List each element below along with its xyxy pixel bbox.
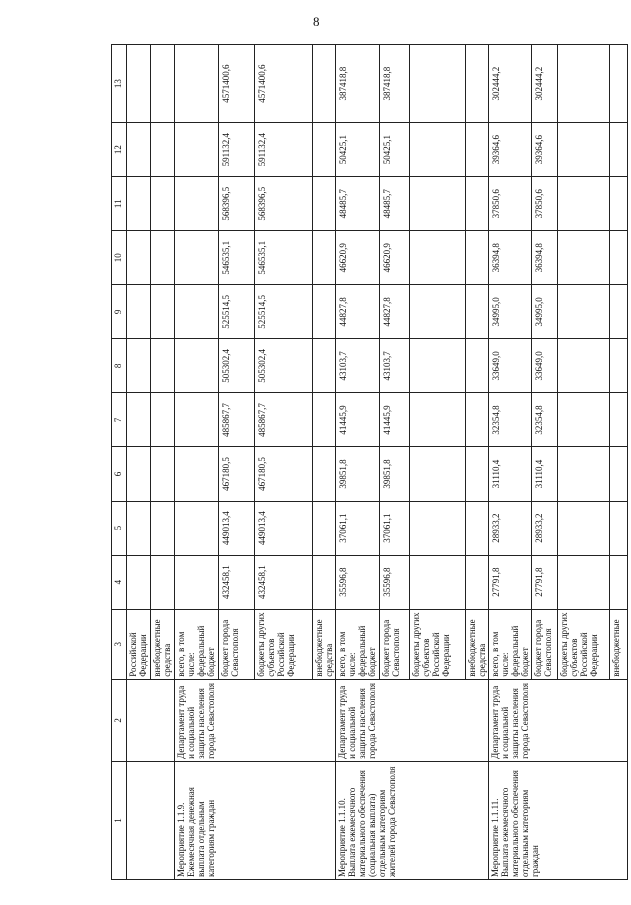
source-cell: Российской Федерации [127, 609, 151, 679]
value-cell [313, 501, 336, 555]
value-cell: 432458,1 [219, 555, 255, 609]
value-cell [175, 393, 219, 447]
value-cell [410, 555, 466, 609]
value-cell: 32354,8 [532, 393, 558, 447]
value-cell: 33649,0 [489, 339, 532, 393]
source-cell: бюджеты других субъектов Российской Федерации [558, 609, 610, 679]
value-cell [175, 501, 219, 555]
value-cell: 302444,2 [489, 45, 532, 123]
value-cell: 35596,8 [380, 555, 410, 609]
value-cell [466, 339, 489, 393]
value-cell: 48485,7 [336, 177, 380, 231]
table-row [175, 45, 219, 880]
measure-name-cell: Мероприятие 1.1.10. Выплата ежемесячного материального обеспечения (социальная выплата) отдельным категориям жителей города Севастополя [336, 761, 489, 879]
value-cell [175, 231, 219, 285]
value-cell: 302444,2 [532, 45, 558, 123]
value-cell: 505302,4 [219, 339, 255, 393]
value-cell [466, 123, 489, 177]
value-cell [466, 393, 489, 447]
value-cell [610, 123, 628, 177]
value-cell [313, 555, 336, 609]
header-cell: 11 [112, 177, 127, 231]
value-cell: 32354,8 [489, 393, 532, 447]
table-row [489, 45, 532, 880]
source-cell: всего, в том числе: федеральный бюджет [175, 609, 219, 679]
header-cell: 10 [112, 231, 127, 285]
value-cell: 39364,6 [532, 123, 558, 177]
header-cell: 9 [112, 285, 127, 339]
value-cell [610, 231, 628, 285]
value-cell [410, 447, 466, 501]
value-cell [313, 285, 336, 339]
value-cell [410, 123, 466, 177]
value-cell [175, 285, 219, 339]
value-cell [558, 339, 610, 393]
value-cell: 449013,4 [255, 501, 313, 555]
value-cell [558, 177, 610, 231]
table-row [336, 45, 380, 880]
value-cell: 36394,8 [489, 231, 532, 285]
value-cell: 37850,6 [532, 177, 558, 231]
rotated-table-container [111, 44, 621, 880]
header-cell: 1 [112, 761, 127, 879]
value-cell [558, 231, 610, 285]
source-cell: бюджет города Севастополя [219, 609, 255, 679]
value-cell [610, 393, 628, 447]
value-cell [175, 447, 219, 501]
value-cell: 4571400,6 [219, 45, 255, 123]
value-cell: 546535,1 [255, 231, 313, 285]
value-cell [610, 501, 628, 555]
value-cell [466, 285, 489, 339]
rotated-table-frame [111, 44, 621, 880]
value-cell [466, 231, 489, 285]
table-row [127, 45, 151, 880]
value-cell [558, 45, 610, 123]
value-cell [313, 339, 336, 393]
value-cell [466, 447, 489, 501]
value-cell [313, 45, 336, 123]
value-cell [410, 393, 466, 447]
value-cell: 39851,8 [336, 447, 380, 501]
value-cell: 41445,9 [336, 393, 380, 447]
value-cell [558, 447, 610, 501]
value-cell: 39364,6 [489, 123, 532, 177]
value-cell [410, 177, 466, 231]
header-cell: 2 [112, 679, 127, 761]
source-cell: бюджеты других субъектов Российской Федерации [410, 609, 466, 679]
value-cell: 485867,7 [255, 393, 313, 447]
source-cell: внебюджетные средства [313, 609, 336, 679]
value-cell: 525514,5 [219, 285, 255, 339]
value-cell: 28933,2 [489, 501, 532, 555]
source-cell: внебюджетные средства [466, 609, 489, 679]
value-cell [466, 45, 489, 123]
value-cell [558, 393, 610, 447]
value-cell [466, 555, 489, 609]
executor-cell: Департамент труда и социальной защиты населения города Севастополя [489, 679, 628, 761]
value-cell [175, 339, 219, 393]
value-cell: 27791,8 [532, 555, 558, 609]
measure-name-cell: Мероприятие 1.1.11. Выплата ежемесячного материального обеспечения отдельным категориям граждан [489, 761, 628, 879]
value-cell [175, 45, 219, 123]
value-cell: 467180,5 [255, 447, 313, 501]
value-cell: 28933,2 [532, 501, 558, 555]
value-cell [313, 231, 336, 285]
value-cell: 31110,4 [489, 447, 532, 501]
value-cell: 50425,1 [336, 123, 380, 177]
budget-table [111, 44, 628, 880]
value-cell [466, 177, 489, 231]
header-cell: 3 [112, 609, 127, 679]
value-cell [466, 501, 489, 555]
value-cell [558, 501, 610, 555]
value-cell [410, 501, 466, 555]
value-cell: 35596,8 [336, 555, 380, 609]
value-cell: 37061,1 [380, 501, 410, 555]
value-cell [610, 447, 628, 501]
value-cell: 39851,8 [380, 447, 410, 501]
header-cell: 6 [112, 447, 127, 501]
value-cell [313, 447, 336, 501]
value-cell: 485867,7 [219, 393, 255, 447]
value-cell: 387418,8 [380, 45, 410, 123]
value-cell: 34995,0 [532, 285, 558, 339]
value-cell: 36394,8 [532, 231, 558, 285]
value-cell [558, 123, 610, 177]
value-cell: 432458,1 [255, 555, 313, 609]
value-cell: 591132,4 [219, 123, 255, 177]
value-cell: 44827,8 [336, 285, 380, 339]
value-cell: 46620,9 [380, 231, 410, 285]
measure-name-cell: Мероприятие 1.1.9. Ежемесячная денежная выплата отдельным категориям граждан [175, 761, 336, 879]
value-cell [610, 555, 628, 609]
value-cell: 568396,5 [219, 177, 255, 231]
value-cell [175, 177, 219, 231]
value-cell: 568396,5 [255, 177, 313, 231]
value-cell: 27791,8 [489, 555, 532, 609]
header-cell: 12 [112, 123, 127, 177]
executor-cell: Департамент труда и социальной защиты населения города Севастополя [336, 679, 489, 761]
value-cell: 44827,8 [380, 285, 410, 339]
value-cell: 4571400,6 [255, 45, 313, 123]
value-cell: 43103,7 [380, 339, 410, 393]
value-cell: 467180,5 [219, 447, 255, 501]
value-cell: 31110,4 [532, 447, 558, 501]
header-cell: 5 [112, 501, 127, 555]
value-cell: 33649,0 [532, 339, 558, 393]
value-cell: 546535,1 [219, 231, 255, 285]
value-cell: 50425,1 [380, 123, 410, 177]
value-cell: 48485,7 [380, 177, 410, 231]
executor-cell: Департамент труда и социальной защиты населения города Севастополя [175, 679, 336, 761]
value-cell: 37061,1 [336, 501, 380, 555]
value-cell [558, 285, 610, 339]
value-cell [175, 123, 219, 177]
value-cell: 525514,5 [255, 285, 313, 339]
header-cell: 13 [112, 45, 127, 123]
source-cell: бюджеты других субъектов Российской Федерации [255, 609, 313, 679]
value-cell [558, 555, 610, 609]
header-cell: 8 [112, 339, 127, 393]
value-cell [175, 555, 219, 609]
value-cell [313, 393, 336, 447]
source-cell: всего, в том числе: федеральный бюджет [489, 609, 532, 679]
value-cell: 41445,9 [380, 393, 410, 447]
page-number: 8 [313, 14, 320, 29]
source-cell: внебюджетные [610, 609, 628, 679]
value-cell [313, 177, 336, 231]
value-cell [610, 45, 628, 123]
value-cell: 591132,4 [255, 123, 313, 177]
source-cell: всего, в том числе: федеральный бюджет [336, 609, 380, 679]
value-cell: 34995,0 [489, 285, 532, 339]
measures-body [175, 45, 628, 880]
value-cell [410, 285, 466, 339]
value-cell [313, 123, 336, 177]
source-cell: бюджет города Севастополя [532, 609, 558, 679]
value-cell [610, 177, 628, 231]
value-cell [610, 285, 628, 339]
value-cell: 43103,7 [336, 339, 380, 393]
source-cell: внебюджетные средства [151, 609, 175, 679]
value-cell [410, 339, 466, 393]
value-cell: 387418,8 [336, 45, 380, 123]
value-cell: 505302,4 [255, 339, 313, 393]
header-cell: 4 [112, 555, 127, 609]
value-cell [410, 45, 466, 123]
value-cell: 46620,9 [336, 231, 380, 285]
value-cell: 449013,4 [219, 501, 255, 555]
header-cell: 7 [112, 393, 127, 447]
value-cell: 37850,6 [489, 177, 532, 231]
value-cell [610, 339, 628, 393]
source-cell: бюджет города Севастополя [380, 609, 410, 679]
value-cell [410, 231, 466, 285]
header-row [112, 45, 127, 880]
